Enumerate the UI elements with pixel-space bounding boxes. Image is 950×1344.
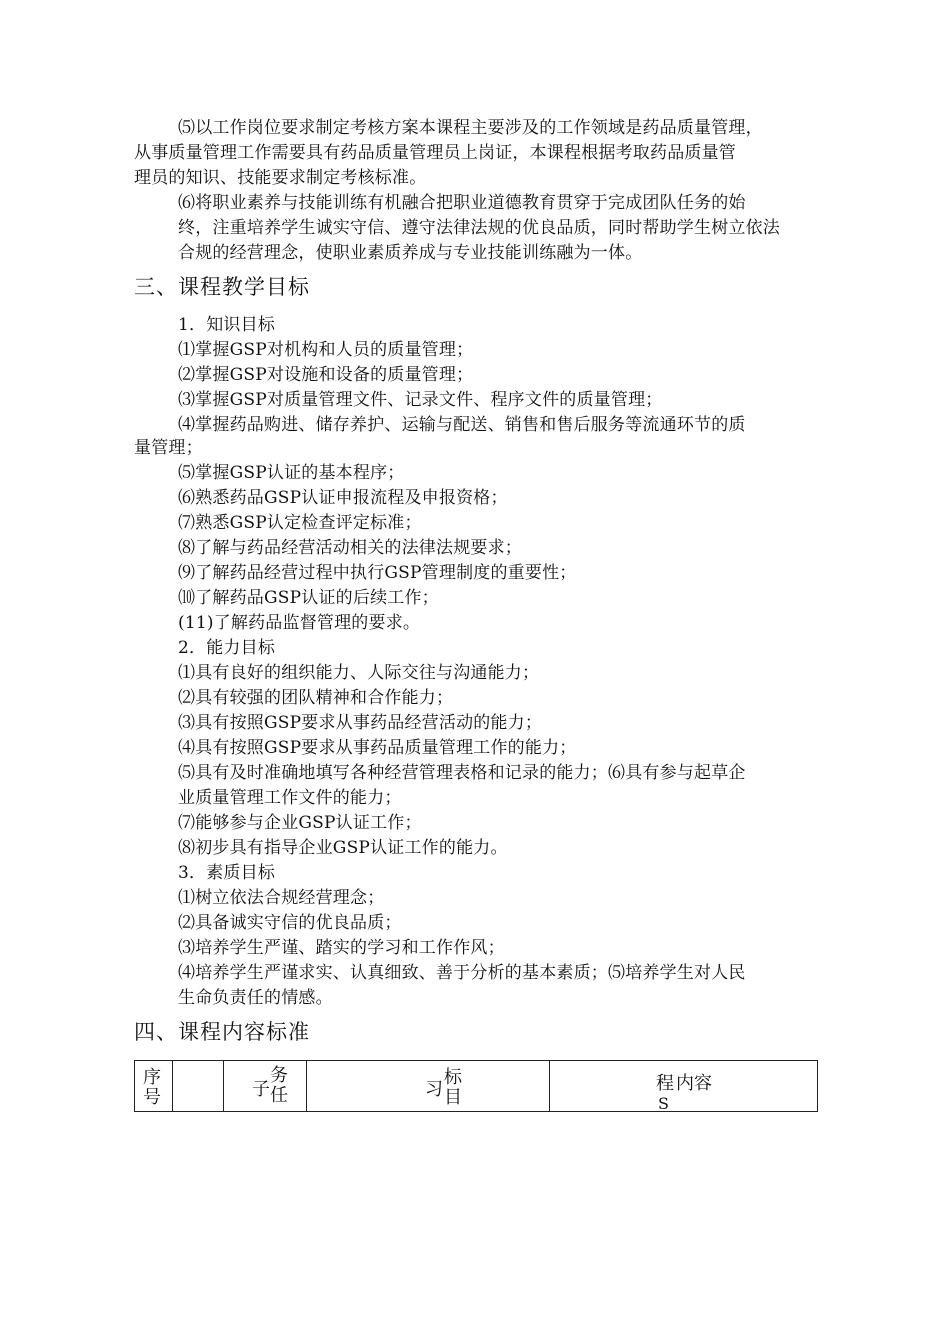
header-subtask-char-2: 务 xyxy=(270,1065,288,1086)
paragraph-item6-line1: ⑹将职业素养与技能训练有机融合把职业道德教育贯穿于完成团队任务的始 xyxy=(178,193,746,213)
section-heading-3: 三、课程教学目标 xyxy=(134,275,310,299)
ability-item-7: ⑺能够参与企业GSP认证工作； xyxy=(178,813,422,833)
quality-item-1: ⑴树立依法合规经营理念； xyxy=(178,888,385,908)
ability-item-2: ⑵具有较强的团队精神和合作能力； xyxy=(178,688,454,708)
knowledge-item-10: ⑽了解药品GSP认证的后续工作； xyxy=(178,588,439,608)
knowledge-item-4-line1: ⑷掌握药品购进、储存养护、运输与配送、销售和售后服务等流通环节的质 xyxy=(178,415,746,435)
paragraph-item5-line3: 理员的知识、技能要求制定考核标准。 xyxy=(134,168,427,188)
knowledge-item-1: ⑴掌握GSP对机构和人员的质量管理； xyxy=(178,340,474,360)
quality-item-2: ⑵具备诚实守信的优良品质； xyxy=(178,913,402,933)
paragraph-item5-line1: ⑸以工作岗位要求制定考核方案本课程主要涉及的工作领域是药品质量管理， xyxy=(178,118,763,138)
ability-heading: 2．能力目标 xyxy=(178,638,276,658)
knowledge-item-6: ⑹熟悉药品GSP认证申报流程及申报资格； xyxy=(178,488,508,508)
knowledge-item-4-line2: 量管理； xyxy=(134,438,203,458)
quality-heading: 3．素质目标 xyxy=(178,863,276,883)
course-content-table xyxy=(134,1060,818,1112)
paragraph-item5-line2: 从事质量管理工作需要具有药品质量管理员上岗证，本课程根据考取药品质量管 xyxy=(134,143,736,163)
knowledge-item-7: ⑺熟悉GSP认定检查评定标准； xyxy=(178,513,422,533)
ability-item-5-line1: ⑸具有及时准确地填写各种经营管理表格和记录的能力；⑹具有参与起草企 xyxy=(178,763,746,783)
knowledge-item-9: ⑼了解药品经营过程中执行GSP管理制度的重要性； xyxy=(178,563,577,583)
ability-item-1: ⑴具有良好的组织能力、人际交往与沟通能力； xyxy=(178,663,540,683)
quality-item-4-line2: 生命负责任的情感。 xyxy=(178,988,333,1008)
knowledge-heading: 1．知识目标 xyxy=(178,315,276,335)
header-content-chars-2: 内容 xyxy=(676,1073,712,1094)
knowledge-item-11: (11)了解药品监督管理的要求。 xyxy=(178,613,421,633)
paragraph-item6-line3: 合规的经营理念，使职业素质养成与专业技能训练融为一体。 xyxy=(178,243,643,263)
header-objective-char-1: 习 xyxy=(425,1079,443,1100)
header-cell-subtask xyxy=(224,1061,307,1112)
table-header-row xyxy=(135,1061,818,1112)
header-number-char-2: 号 xyxy=(143,1087,161,1108)
knowledge-item-5: ⑸掌握GSP认证的基本程序； xyxy=(178,463,405,483)
header-objective-char-3: 目 xyxy=(444,1087,462,1108)
ability-item-5-line2: 业质量管理工作文件的能力； xyxy=(178,788,402,808)
paragraph-item6-line2: 终，注重培养学生诚实守信、遵守法律法规的优良品质，同时帮助学生树立依法 xyxy=(178,218,780,238)
knowledge-item-3: ⑶掌握GSP对质量管理文件、记录文件、程序文件的质量管理； xyxy=(178,390,663,410)
header-cell-course-content xyxy=(550,1061,818,1112)
header-subtask-char-3: 任 xyxy=(270,1085,288,1106)
knowledge-item-2: ⑵掌握GSP对设施和设备的质量管理； xyxy=(178,365,474,385)
header-content-char-3: S xyxy=(658,1094,669,1113)
ability-item-3: ⑶具有按照GSP要求从事药品经营活动的能力； xyxy=(178,713,543,733)
knowledge-item-8: ⑻了解与药品经营活动相关的法律法规要求； xyxy=(178,538,522,558)
quality-item-3: ⑶培养学生严谨、踏实的学习和工作作风； xyxy=(178,938,505,958)
header-cell-learning-objective xyxy=(307,1061,550,1112)
ability-item-8: ⑻初步具有指导企业GSP认证工作的能力。 xyxy=(178,838,508,858)
quality-item-4-line1: ⑷培养学生严谨求实、认真细致、善于分析的基本素质；⑸培养学生对人民 xyxy=(178,963,746,983)
header-cell-blank xyxy=(173,1061,224,1112)
header-subtask-char-1: 子 xyxy=(252,1079,270,1100)
header-objective-char-2: 标 xyxy=(444,1067,462,1088)
section-heading-4: 四、课程内容标准 xyxy=(134,1020,310,1044)
header-number-char-1: 序 xyxy=(143,1067,161,1088)
header-cell-number xyxy=(135,1061,173,1112)
ability-item-4: ⑷具有按照GSP要求从事药品质量管理工作的能力； xyxy=(178,738,577,758)
header-content-char-1: 程 xyxy=(656,1073,674,1094)
